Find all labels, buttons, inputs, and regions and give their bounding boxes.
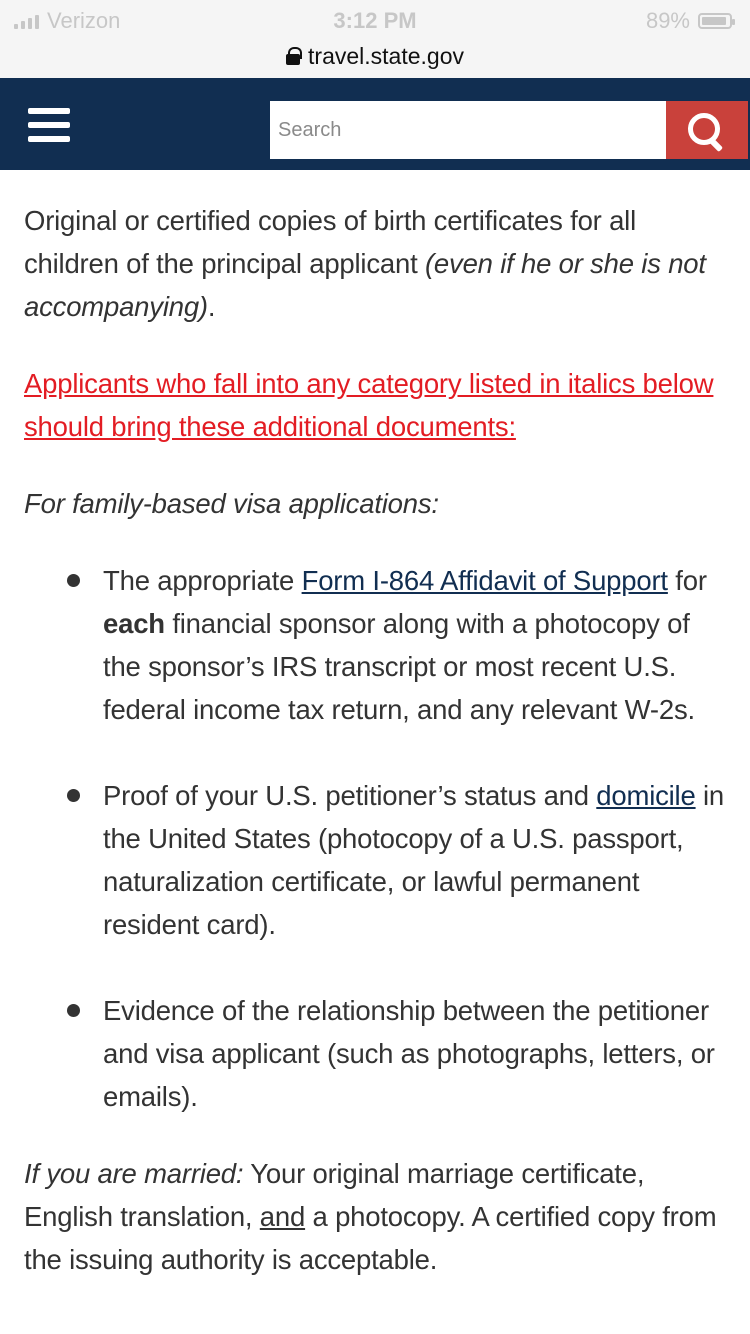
domicile-link[interactable]: domicile <box>596 780 696 811</box>
documents-list <box>24 559 730 1118</box>
form-i864-link[interactable]: Form I-864 Affidavit of Support <box>301 565 668 596</box>
list-item: The appropriate Form I-864 Affidavit of Support for each financial sponsor along with a photocopy of the sponsor’s IRS transcript or most recent U.S. federal income tax return, and any relevant W-2s. <box>24 559 730 731</box>
battery-icon <box>698 13 732 29</box>
birth-certificates-paragraph: Original or certified copies of birth certificates for all children of the principal applicant (even if he or she is not accompanying). <box>24 205 706 322</box>
site-header <box>0 78 750 170</box>
search-icon <box>688 113 724 149</box>
additional-documents-link[interactable]: Applicants who fall into any category listed in italics below should bring these additional documents: <box>24 368 714 442</box>
menu-icon[interactable] <box>28 108 70 144</box>
list-item: Proof of your U.S. petitioner’s status and domicile in the United States (photocopy of a U.S. passport, naturalization certificate, or lawful permanent resident card). <box>24 774 730 946</box>
battery-percent: 89% <box>645 8 690 33</box>
carrier-name: Verizon <box>47 8 121 33</box>
family-based-heading: For family-based visa applications: <box>24 488 439 519</box>
main-content <box>24 170 730 1281</box>
search-input[interactable] <box>270 101 666 159</box>
address-bar[interactable] <box>0 34 750 78</box>
list-item: Evidence of the relationship between the petitioner and visa applicant (such as photographs, letters, or emails). <box>24 989 730 1118</box>
married-paragraph: If you are married: Your original marriage certificate, English translation, and a photocopy. A certified copy from the issuing authority is acceptable. <box>24 1158 717 1275</box>
search-button[interactable] <box>666 101 748 159</box>
status-time: 3:12 PM <box>333 8 417 33</box>
lock-icon <box>286 47 300 65</box>
url-text: travel.state.gov <box>308 42 464 69</box>
battery-status <box>646 8 732 34</box>
